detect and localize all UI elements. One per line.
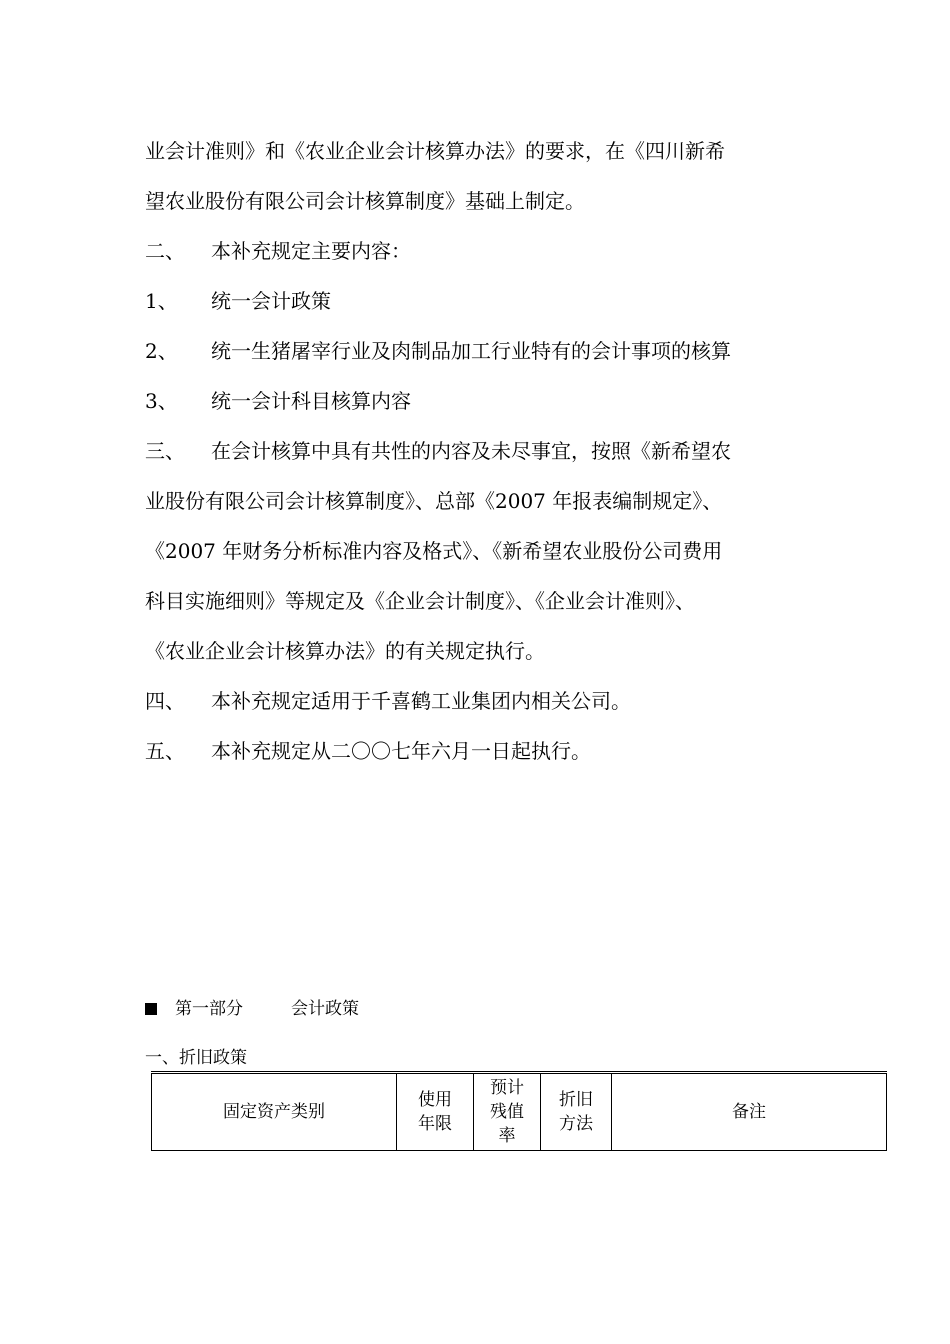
header-depreciation-method: 折旧 方法 xyxy=(541,1073,612,1151)
paragraph-line: 望农业股份有限公司会计核算制度》基础上制定。 xyxy=(145,189,585,213)
table-header-row xyxy=(152,1073,887,1151)
list-text: 在会计核算中具有共性的内容及未尽事宜，按照《新希望农 xyxy=(211,439,731,463)
section-heading xyxy=(145,998,359,1020)
sub-item-1 xyxy=(145,289,331,313)
list-number: 四、 xyxy=(145,689,185,713)
list-text: 本补充规定适用于千喜鹤工业集团内相关公司。 xyxy=(211,689,631,713)
list-text: 本补充规定从二〇〇七年六月一日起执行。 xyxy=(211,739,591,763)
sub-item-2 xyxy=(145,339,731,363)
list-item-5 xyxy=(145,739,591,763)
header-residual-rate: 预计 残值 率 xyxy=(474,1073,541,1151)
section-part: 第一部分 xyxy=(175,999,243,1019)
paragraph-line: 《2007 年财务分析标准内容及格式》、《新希望农业股份公司费用 xyxy=(145,539,723,563)
list-text: 本补充规定主要内容： xyxy=(211,239,411,263)
list-item-4 xyxy=(145,689,631,713)
list-text: 统一生猪屠宰行业及肉制品加工行业特有的会计事项的核算 xyxy=(211,339,731,363)
list-item-2 xyxy=(145,239,411,263)
list-number: 1、 xyxy=(145,289,178,313)
list-item-3 xyxy=(145,439,731,463)
paragraph-line: 业股份有限公司会计核算制度》、总部《2007 年报表编制规定》、 xyxy=(145,489,723,513)
subsection-heading: 一、折旧政策 xyxy=(145,1048,247,1068)
list-number: 五、 xyxy=(145,739,185,763)
list-number: 3、 xyxy=(145,389,178,413)
section-title: 会计政策 xyxy=(291,999,359,1019)
paragraph-line: 业会计准则》和《农业企业会计核算办法》的要求，在《四川新希 xyxy=(145,139,725,163)
paragraph-line: 《农业企业会计核算办法》的有关规定执行。 xyxy=(145,639,545,663)
sub-item-3 xyxy=(145,389,411,413)
list-text: 统一会计政策 xyxy=(211,289,331,313)
list-number: 二、 xyxy=(145,239,185,263)
square-bullet-icon xyxy=(145,1003,157,1015)
header-remarks: 备注 xyxy=(612,1073,887,1151)
depreciation-policy-table xyxy=(151,1071,887,1151)
list-text: 统一会计科目核算内容 xyxy=(211,389,411,413)
list-number: 三、 xyxy=(145,439,185,463)
header-category: 固定资产类别 xyxy=(152,1073,397,1151)
list-number: 2、 xyxy=(145,339,178,363)
paragraph-line: 科目实施细则》等规定及《企业会计制度》、《企业会计准则》、 xyxy=(145,589,695,613)
header-useful-life: 使用 年限 xyxy=(397,1073,474,1151)
